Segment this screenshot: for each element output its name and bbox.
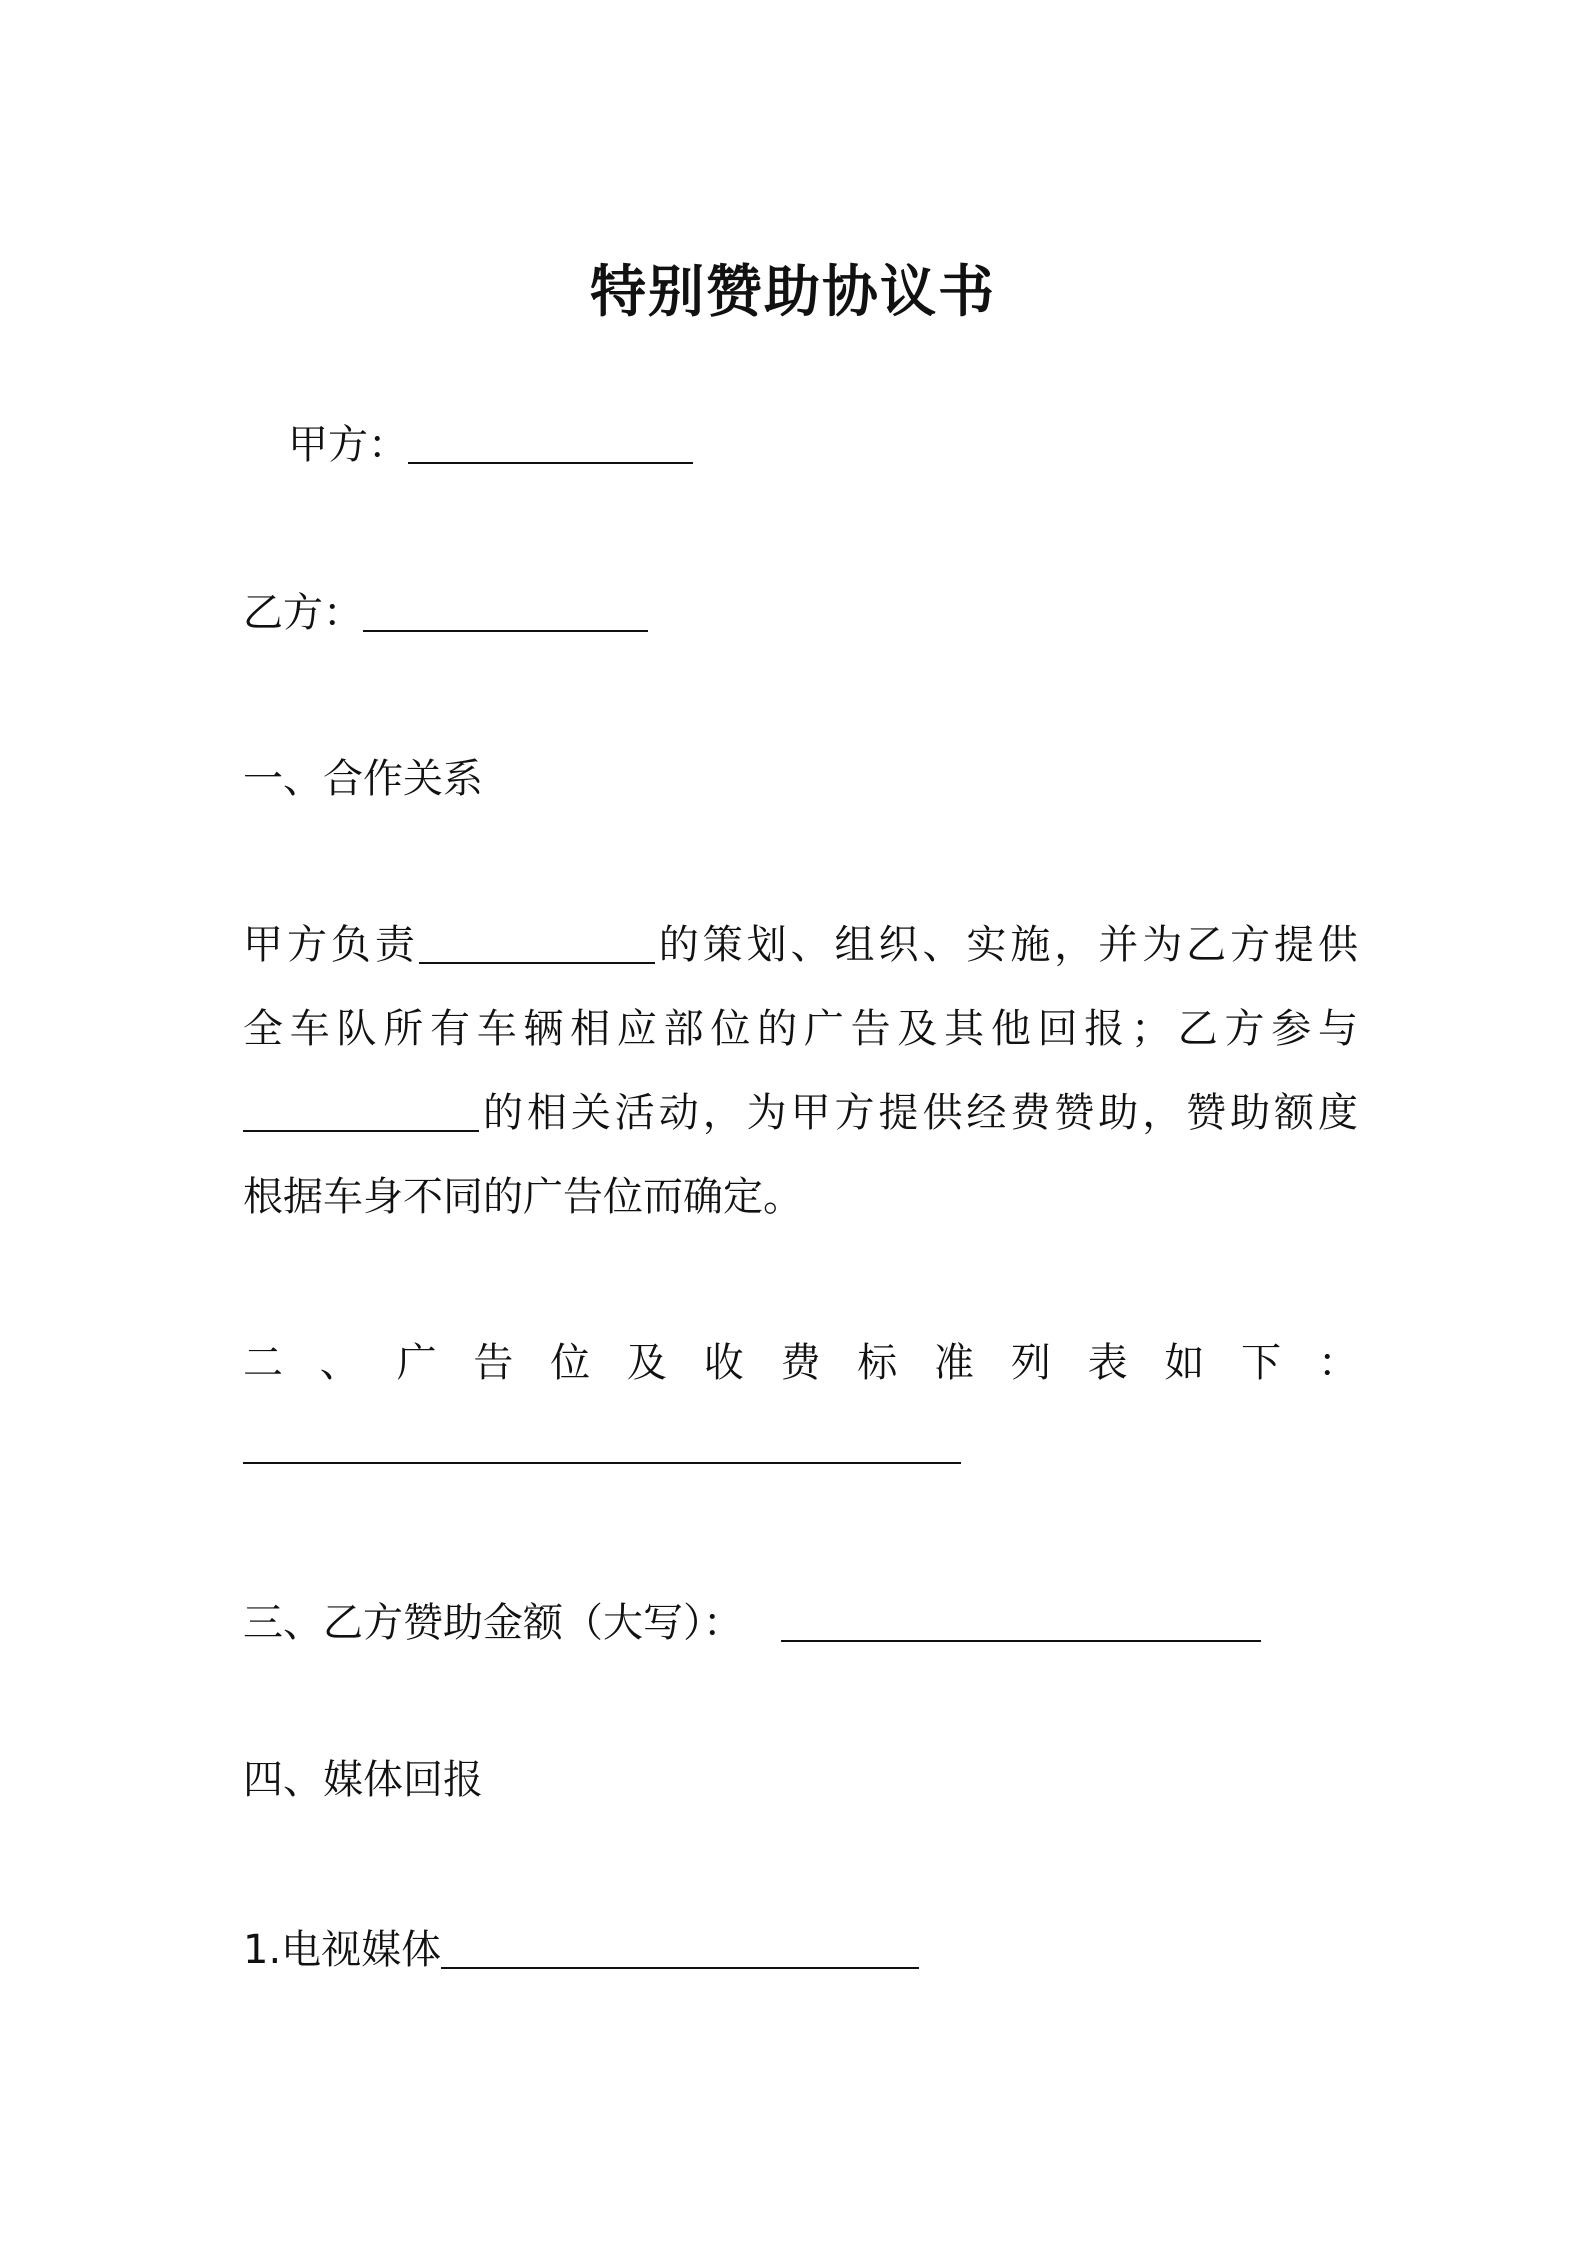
sponsorship-amount-blank[interactable] [781,1600,1261,1642]
section2-heading-char: 下 [1241,1340,1282,1386]
section2-heading-char: 告 [473,1340,514,1386]
section2-heading-char: 二 [243,1340,283,1386]
section1-line-4: 根据车身不同的广告位而确定。 [243,1174,803,1220]
party-a-label: 甲方： [288,422,408,468]
section2-heading-char: 收 [703,1340,744,1386]
section2-blank-line [243,1420,961,1470]
party-b-blank[interactable] [363,590,648,632]
section1-heading: 一、合作关系 [243,756,483,802]
party-a-blank[interactable] [408,422,693,464]
section1-line-2: 全车队所有车辆相应部位的广告及其他回报；乙方参与 [243,1006,1358,1052]
section2-heading-char: 费 [780,1340,821,1386]
party-a-line [288,420,693,470]
section2-heading-char: 位 [550,1340,591,1386]
tv-media-label: 1.电视媒体 [243,1927,442,1973]
section2-heading-char: 标 [857,1340,898,1386]
activity-name-blank[interactable] [243,1090,479,1132]
section2-heading-char: ： [1317,1340,1358,1386]
section2-heading-char: 及 [626,1340,667,1386]
section2-heading-char: 广 [396,1340,437,1386]
section2-heading-char: 、 [319,1340,360,1386]
section1-line-1: 甲方负责 的策划、组织、实施，并为乙方提供 [243,922,1359,968]
section4-item-1 [243,1925,919,1975]
document-title: 特别赞助协议书 [590,260,996,325]
section2-heading-char: 准 [934,1340,975,1386]
tv-media-blank[interactable] [441,1927,919,1969]
section3-line [243,1598,1261,1648]
event-name-blank[interactable] [419,922,655,964]
section2-heading [243,1338,1358,1388]
section2-heading-char: 如 [1164,1340,1205,1386]
pricing-list-blank[interactable] [243,1422,961,1464]
section2-heading-char: 表 [1087,1340,1128,1386]
sponsorship-amount-label: 三、乙方赞助金额（大写）： [243,1600,743,1646]
party-b-line [243,588,648,638]
party-b-label: 乙方： [243,590,363,636]
section2-heading-char: 列 [1010,1340,1051,1386]
section1-line-3: 的相关活动，为甲方提供经费赞助，赞助额度 [243,1071,1358,1155]
section1-paragraph [243,903,1358,1239]
section4-heading: 四、媒体回报 [243,1757,483,1803]
